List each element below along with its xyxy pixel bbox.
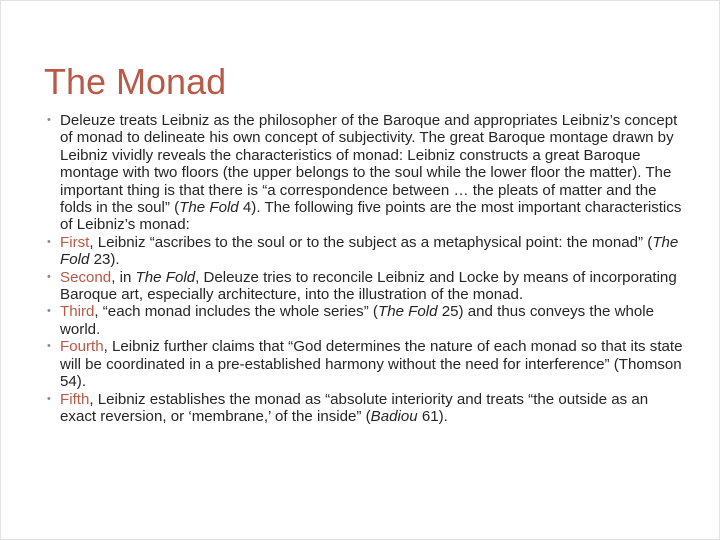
bullet-citation-title: The Fold xyxy=(377,303,438,321)
slide-title: The Monad xyxy=(44,61,227,102)
bullet-citation-title: The Fold xyxy=(60,233,679,269)
bullet-item xyxy=(47,303,685,338)
bullet-text: , in xyxy=(111,268,136,286)
bullet-citation-title: The Fold xyxy=(179,199,239,217)
bullet-dot-icon: • xyxy=(47,340,51,353)
bullet-citation-title: The Fold xyxy=(135,268,196,286)
bullet-text: , “each monad includes the whole series” ( xyxy=(94,303,378,321)
bullet-keyword: Fourth xyxy=(60,338,104,356)
bullet-item xyxy=(47,269,685,304)
bullet-dot-icon: • xyxy=(47,235,51,248)
bullet-text: , Leibniz further claims that “God determines the nature of each monad so that its state will be coordinated in a pre-established harmony without the need for interference” (Thomson 54). xyxy=(60,338,683,391)
bullet-text: 25) and thus conveys the whole world. xyxy=(60,303,655,338)
bullet-dot-icon: • xyxy=(47,114,51,126)
bullet-item xyxy=(47,391,685,426)
bullet-dot-icon: • xyxy=(47,270,51,283)
bullet-list xyxy=(47,112,685,425)
bullet-keyword: Second xyxy=(60,268,112,286)
bullet-text: 23). xyxy=(89,251,120,269)
bullet-item xyxy=(47,112,685,234)
bullet-keyword: First xyxy=(60,233,90,251)
bullet-text: , Leibniz “ascribes to the soul or to the subject as a metaphysical point: the monad” ( xyxy=(89,233,653,251)
bullet-dot-icon: • xyxy=(47,305,51,318)
bullet-item xyxy=(47,338,685,390)
bullet-text: 61). xyxy=(417,407,448,425)
bullet-item xyxy=(47,234,685,269)
bullet-keyword: Third xyxy=(60,303,95,321)
bullet-text: 4). The following five points are the most important characteristics of Leibniz’s monad: xyxy=(60,199,682,234)
bullet-citation-title: Badiou xyxy=(370,407,418,425)
bullet-dot-icon: • xyxy=(47,392,51,405)
bullet-text: , Deleuze tries to reconcile Leibniz and Locke by means of incorporating Baroque art, especially architecture, into the illustration of the monad. xyxy=(60,268,677,304)
bullet-text: , Leibniz establishes the monad as “absolute interiority and treats “the outside as an exact reversion, or ‘membrane,’ of the inside” ( xyxy=(60,390,649,425)
bullet-text: Deleuze treats Leibniz as the philosopher of the Baroque and appropriates Leibniz’s concept of monad to delineate his own concept of subjectivity. The great Baroque montage drawn by Leibniz vividly reveals the characteristics of monad: Leibniz constructs a great Baroque montage with two floors (the upper belongs to the soul while the lower floor the matter). The important thing is that there is “a correspondence between … the pleats of matter and the folds in the soul” ( xyxy=(60,112,678,217)
bullet-keyword: Fifth xyxy=(60,390,90,408)
